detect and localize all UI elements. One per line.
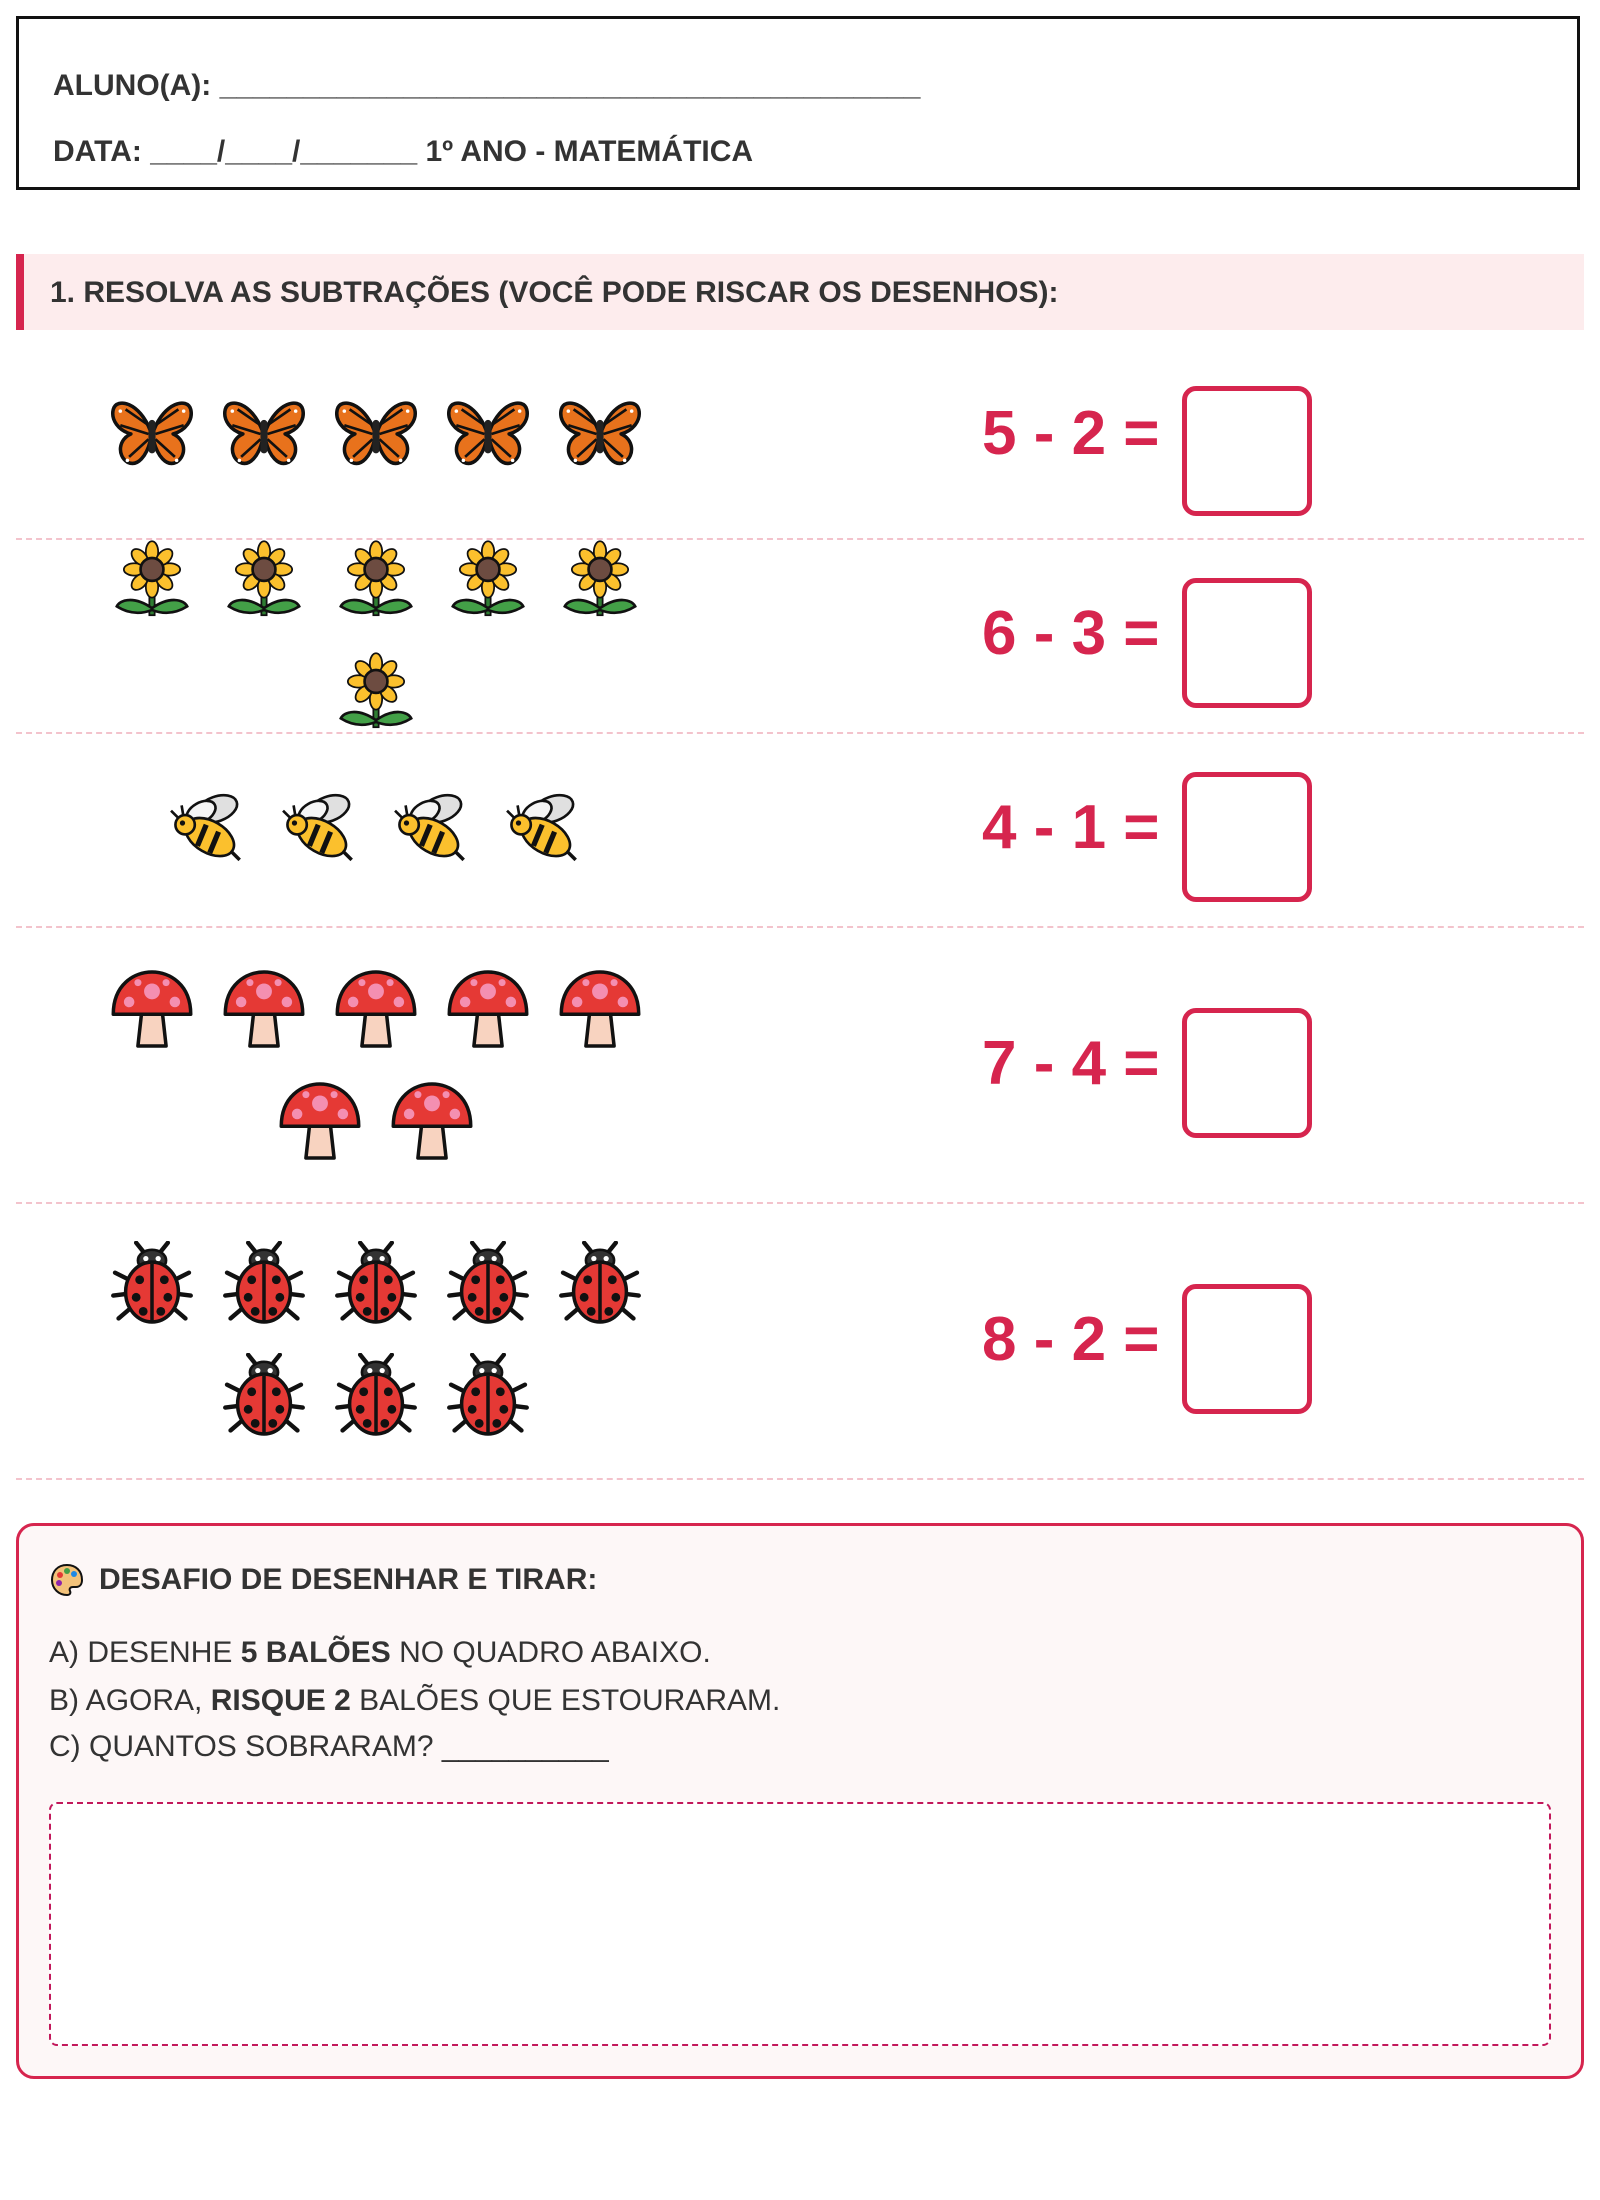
ladybug-icon[interactable]: [556, 1241, 644, 1329]
ladybug-icon[interactable]: [332, 1241, 420, 1329]
challenge-instruction-a: A) DESENHE 5 BALÕES NO QUADRO ABAIXO.: [49, 1636, 711, 1669]
challenge-box: [16, 1523, 1584, 2079]
bee-icon[interactable]: [388, 786, 476, 874]
picture-group: [56, 928, 696, 1202]
challenge-title: [49, 1562, 597, 1598]
mushroom-icon[interactable]: [276, 1077, 364, 1165]
section-heading: [16, 254, 1584, 330]
equation-text: 6 - 3 =: [982, 599, 1160, 668]
equation-text: 4 - 1 =: [982, 793, 1160, 862]
student-name-field[interactable]: ALUNO(A): __________________________________________: [53, 69, 921, 102]
equation-text: 5 - 2 =: [982, 399, 1160, 468]
mushroom-icon[interactable]: [108, 965, 196, 1053]
ladybug-icon[interactable]: [108, 1241, 196, 1329]
bee-icon[interactable]: [500, 786, 588, 874]
drawing-area[interactable]: [49, 1802, 1551, 2046]
sunflower-icon[interactable]: [220, 536, 308, 624]
challenge-instruction-b: B) AGORA, RISQUE 2 BALÕES QUE ESTOURARAM.: [49, 1684, 781, 1717]
palette-icon: [49, 1562, 85, 1598]
ladybug-icon[interactable]: [332, 1353, 420, 1441]
answer-box[interactable]: [1182, 1284, 1312, 1414]
sunflower-icon[interactable]: [332, 648, 420, 736]
picture-group: [56, 540, 696, 732]
exercise-row: [16, 1204, 1584, 1480]
answer-box[interactable]: [1182, 578, 1312, 708]
date-class-line: [53, 135, 753, 169]
bee-icon[interactable]: [164, 786, 252, 874]
student-info-box: [16, 16, 1580, 190]
ladybug-icon[interactable]: [220, 1353, 308, 1441]
ladybug-icon[interactable]: [444, 1353, 532, 1441]
butterfly-icon[interactable]: [108, 390, 196, 478]
ladybug-icon[interactable]: [220, 1241, 308, 1329]
class-label: 1º ANO - MATEMÁTICA: [425, 135, 754, 168]
sunflower-icon[interactable]: [108, 536, 196, 624]
exercise-row: [16, 540, 1584, 734]
section-title: 1. RESOLVA AS SUBTRAÇÕES (VOCÊ PODE RISCAR OS DESENHOS):: [50, 276, 1059, 309]
mushroom-icon[interactable]: [444, 965, 532, 1053]
picture-group: [56, 1204, 696, 1478]
equation-text: 7 - 4 =: [982, 1029, 1160, 1098]
mushroom-icon[interactable]: [388, 1077, 476, 1165]
challenge-title-text: DESAFIO DE DESENHAR E TIRAR:: [99, 1563, 598, 1596]
answer-box[interactable]: [1182, 1008, 1312, 1138]
mushroom-icon[interactable]: [332, 965, 420, 1053]
equation-text: 8 - 2 =: [982, 1305, 1160, 1374]
sunflower-icon[interactable]: [332, 536, 420, 624]
mushroom-icon[interactable]: [220, 965, 308, 1053]
exercise-row: [16, 928, 1584, 1204]
challenge-question-c[interactable]: C) QUANTOS SOBRARAM? __________: [49, 1730, 609, 1763]
butterfly-icon[interactable]: [332, 390, 420, 478]
butterfly-icon[interactable]: [444, 390, 532, 478]
picture-group: [56, 734, 696, 926]
sunflower-icon[interactable]: [444, 536, 532, 624]
exercise-row: [16, 734, 1584, 928]
butterfly-icon[interactable]: [556, 390, 644, 478]
mushroom-icon[interactable]: [556, 965, 644, 1053]
sunflower-icon[interactable]: [556, 536, 644, 624]
answer-box[interactable]: [1182, 772, 1312, 902]
picture-group: [56, 330, 696, 538]
exercise-row: [16, 330, 1584, 540]
answer-box[interactable]: [1182, 386, 1312, 516]
bee-icon[interactable]: [276, 786, 364, 874]
ladybug-icon[interactable]: [444, 1241, 532, 1329]
butterfly-icon[interactable]: [220, 390, 308, 478]
date-field[interactable]: DATA: ____/____/_______: [53, 135, 418, 168]
